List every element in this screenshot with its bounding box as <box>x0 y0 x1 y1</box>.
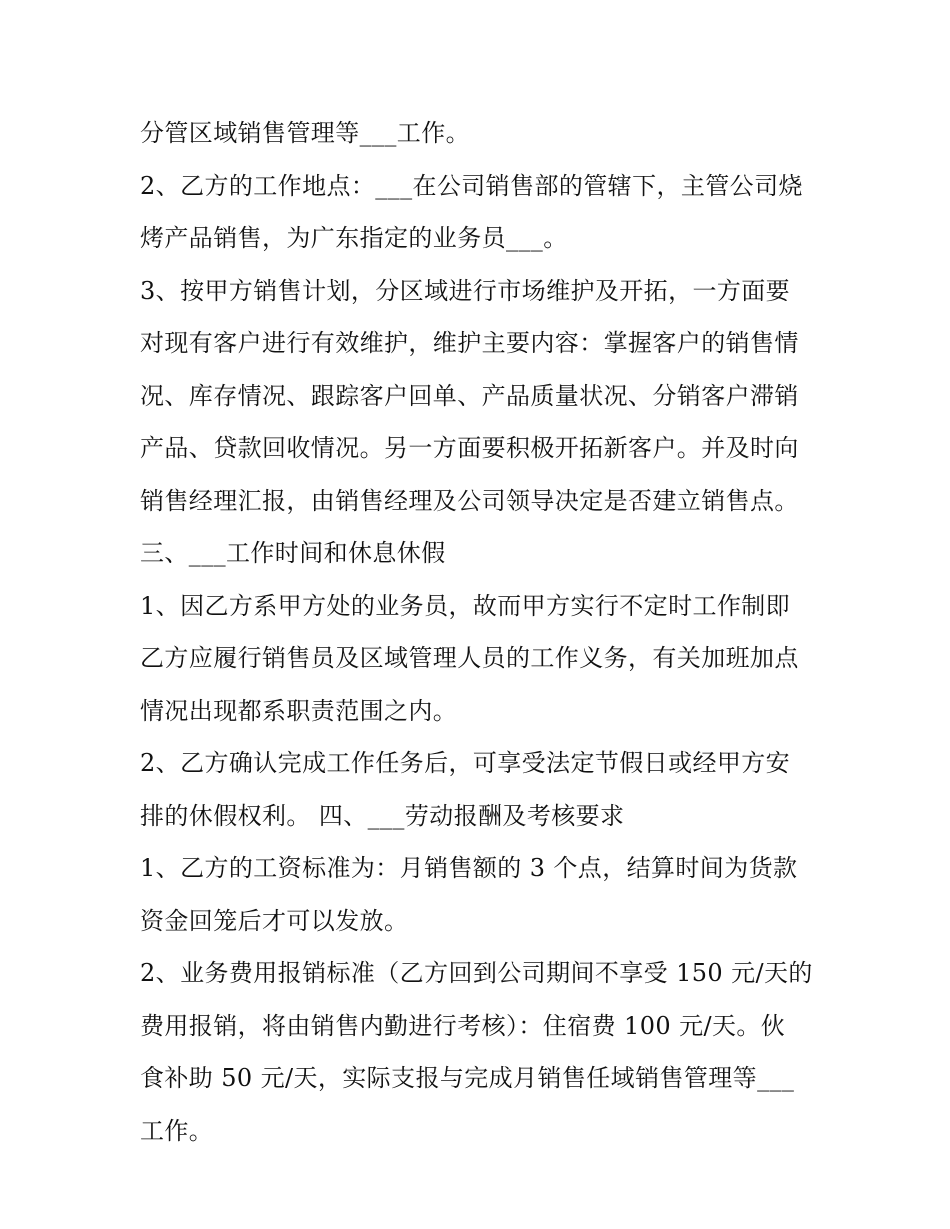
text-line: 资金回笼后才可以发放。 <box>140 906 409 935</box>
section-heading: 三、___工作时间和休息休假 <box>140 539 446 567</box>
text-line: 排的休假权利。 四、___劳动报酬及考核要求 <box>140 801 625 830</box>
text-line: 产品、贷款回收情况。另一方面要积极开拓新客户。并及时向 <box>140 434 799 462</box>
text-line: 销售经理汇报，由销售经理及公司领导决定是否建立销售点。 <box>140 486 799 515</box>
text-line: 工作。 <box>140 1116 214 1145</box>
text-line: 3、按甲方销售计划，分区域进行市场维护及开拓，一方面要 <box>140 276 791 305</box>
text-line: 分管区域销售管理等___工作。 <box>140 119 470 147</box>
text-line: 2、乙方的工作地点：___在公司销售部的管辖下，主管公司烧 <box>140 171 803 200</box>
text-line: 况、库存情况、跟踪客户回单、产品质量状况、分销客户滞销 <box>140 381 799 410</box>
text-line: 烤产品销售，为广东指定的业务员___。 <box>140 224 568 252</box>
text-line: 1、乙方的工资标准为：月销售额的 3 个点，结算时间为货款 <box>140 854 798 882</box>
text-line: 2、业务费用报销标准（乙方回到公司期间不享受 150 元/天的 <box>140 959 813 987</box>
text-line: 食补助 50 元/天，实际支报与完成月销售任域销售管理等___ <box>140 1064 795 1092</box>
text-line: 1、因乙方系甲方处的业务员，故而甲方实行不定时工作制即 <box>140 591 791 620</box>
text-line: 费用报销，将由销售内勤进行考核）：住宿费 100 元/天。伙 <box>140 1011 786 1040</box>
text-line: 情况出现都系职责范围之内。 <box>140 696 458 725</box>
text-line: 2、乙方确认完成工作任务后，可享受法定节假日或经甲方安 <box>140 749 791 777</box>
document-page <box>140 107 830 1157</box>
text-line: 乙方应履行销售员及区域管理人员的工作义务，有关加班加点 <box>140 644 799 672</box>
text-line: 对现有客户进行有效维护，维护主要内容：掌握客户的销售情 <box>140 329 799 357</box>
